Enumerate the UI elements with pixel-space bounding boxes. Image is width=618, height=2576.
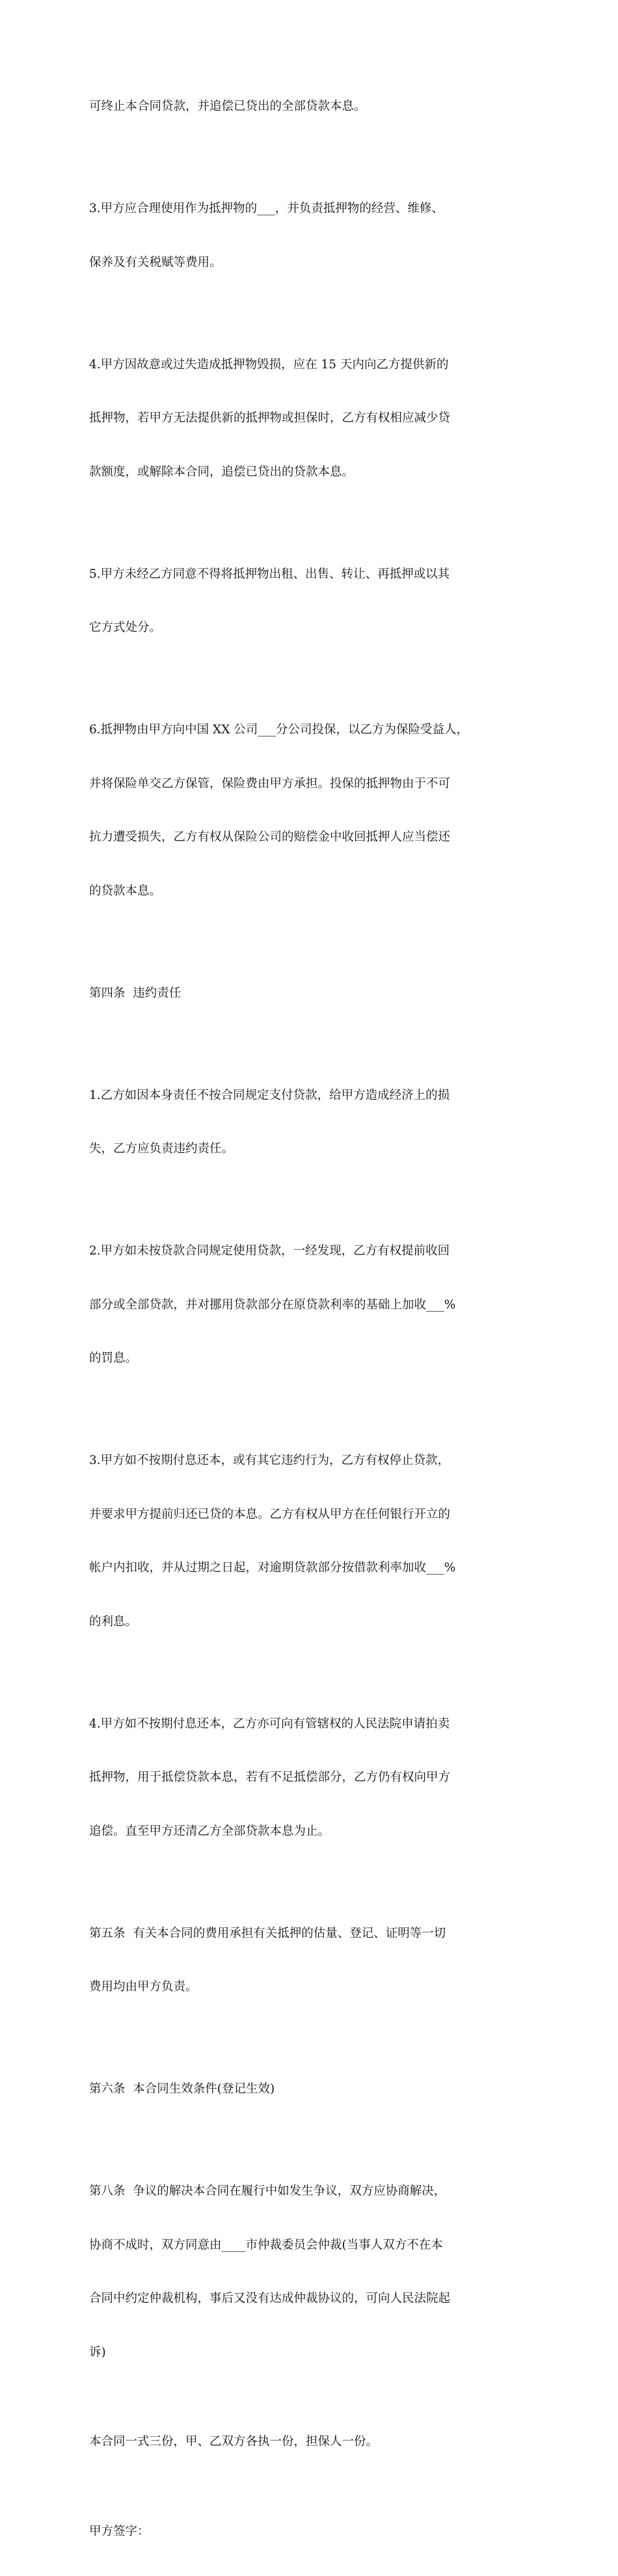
text-line: 它方式处分。 [89,619,531,637]
text-line: 第五条 有关本合同的费用承担有关抵押的估量、登记、证明等一切 [89,1925,531,1943]
text-line: 4.甲方如不按期付息还本，乙方亦可向有管辖权的人民法院申请拍卖 [89,1715,531,1733]
section-article-5 [89,1889,531,2032]
text-line: 诉) [89,2344,531,2362]
text-line: 并要求甲方提前归还已贷的本息。乙方有权从甲方在任何银行开立的 [89,1506,531,1524]
text-line: 合同中约定仲裁机构，事后又没有达成仲裁协议的，可向人民法院起 [89,2290,531,2308]
text-line: 抵押物，若甲方无法提供新的抵押物或担保时，乙方有权相应减少贷 [89,409,531,427]
text-line: 3.甲方应合理使用作为抵押物的___，并负责抵押物的经营、维修、 [89,200,531,218]
text-line: 部分或全部贷款，并对挪用贷款部分在原贷款利率的基础上加收___% [89,1296,531,1314]
text-line: 4.甲方因故意或过失造成抵押物毁损，应在 15 天内向乙方提供新的 [89,356,531,374]
paragraph-clause-4 [89,320,531,517]
text-line: 追偿。直至甲方还清乙方全部贷款本息为止。 [89,1823,531,1841]
section-heading-article-4 [89,949,531,1038]
paragraph-clause-3 [89,164,531,307]
text-line: 失，乙方应负责违约责任。 [89,1140,531,1158]
text-line: 帐户内扣收，并从过期之日起，对逾期贷款部分按借款利率加收___% [89,1559,531,1577]
paragraph-liability-2 [89,1206,531,1403]
paragraph-clause-5 [89,530,531,673]
text-line: 的贷款本息。 [89,882,531,901]
text-line: 第六条 本合同生效条件(登记生效) [89,2080,531,2098]
paragraph-liability-3 [89,1416,531,1666]
text-line: 保养及有关税赋等费用。 [89,254,531,272]
text-line: 3.甲方如不按期付息还本，或有其它违约行为，乙方有权停止贷款， [89,1452,531,1470]
text-line: 款额度，或解除本合同，追偿已贷出的贷款本息。 [89,463,531,481]
signature-party-a [89,2487,531,2576]
document-body [89,62,531,2576]
text-line: 费用均由甲方负责。 [89,1978,531,1996]
text-line: 并将保险单交乙方保管，保险费由甲方承担。投保的抵押物由于不可 [89,775,531,793]
text-line: 5.甲方未经乙方同意不得将抵押物出租、出售、转让、再抵押或以其 [89,565,531,584]
section-article-6 [89,2044,531,2134]
text-line: 1.乙方如因本身责任不按合同规定支付贷款，给甲方造成经济上的损 [89,1087,531,1105]
paragraph-copies [89,2397,531,2487]
paragraph-clause-6 [89,685,531,936]
text-line: 第八条 争议的解决本合同在履行中如发生争议，双方应协商解决， [89,2182,531,2201]
text-line: 甲方签字： [89,2523,531,2541]
text-line: 可终止本合同贷款，并追偿已贷出的全部贷款本息。 [89,98,531,116]
text-line: 抵押物，用于抵偿贷款本息，若有不足抵偿部分，乙方仍有权向甲方 [89,1769,531,1787]
text-line: 的罚息。 [89,1349,531,1368]
text-line: 协商不成时，双方同意由____市仲裁委员会仲裁(当事人双方不在本 [89,2236,531,2255]
paragraph-liability-4 [89,1679,531,1877]
text-line: 2.甲方如未按贷款合同规定使用贷款，一经发现，乙方有权提前收回 [89,1242,531,1260]
section-article-8 [89,2147,531,2397]
paragraph-liability-1 [89,1051,531,1194]
text-line: 第四条 违约责任 [89,984,531,1003]
text-line: 抗力遭受损失，乙方有权从保险公司的赔偿金中收回抵押人应当偿还 [89,828,531,847]
text-line: 6.抵押物由甲方向中国 XX 公司___分公司投保，以乙方为保险受益人， [89,721,531,739]
text-line: 的利息。 [89,1613,531,1631]
paragraph-termination [89,62,531,152]
text-line: 本合同一式三份，甲、乙双方各执一份，担保人一份。 [89,2433,531,2451]
